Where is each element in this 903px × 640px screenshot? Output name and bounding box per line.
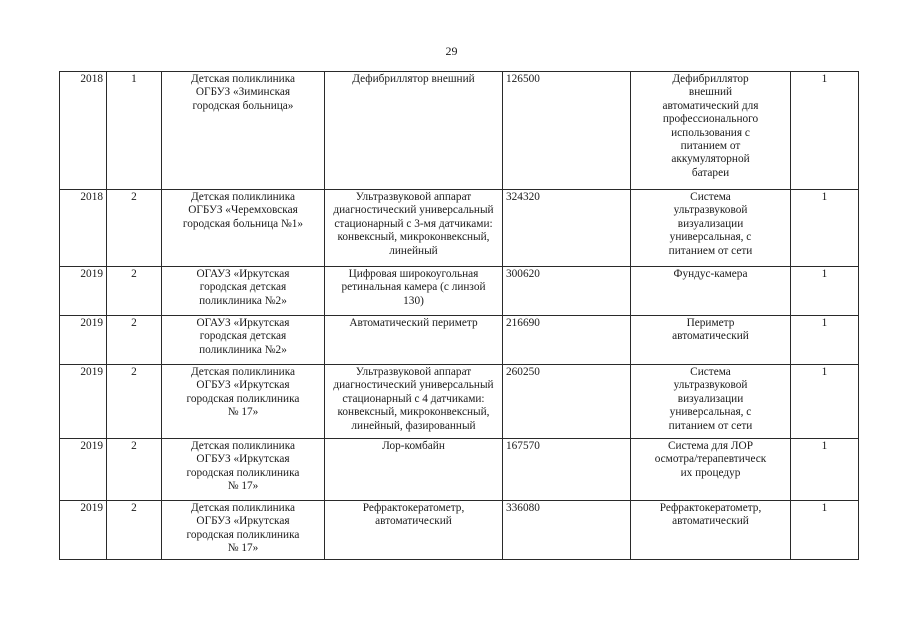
description-text: Рефрактокератометр, автоматический	[659, 502, 762, 528]
quantity-cell: 1	[791, 267, 859, 316]
table-row	[60, 365, 859, 439]
number-cell: 2	[107, 365, 162, 439]
organization-cell	[162, 501, 325, 560]
table-row	[60, 190, 859, 267]
equipment-name-cell	[325, 501, 503, 560]
equipment-name-cell	[325, 316, 503, 365]
price-cell: 300620	[503, 267, 631, 316]
organization-text: Детская поликлиника ОГБУЗ «Иркутская городская поликлиника № 17»	[186, 366, 300, 419]
number-cell: 2	[107, 439, 162, 501]
price-cell: 260250	[503, 365, 631, 439]
description-cell	[631, 72, 791, 190]
table-row	[60, 267, 859, 316]
quantity-cell: 1	[791, 72, 859, 190]
equipment-name-cell	[325, 365, 503, 439]
equipment-name-cell	[325, 439, 503, 501]
quantity-cell: 1	[791, 439, 859, 501]
quantity-cell: 1	[791, 365, 859, 439]
year-cell: 2018	[60, 190, 107, 267]
year-cell: 2018	[60, 72, 107, 190]
description-cell	[631, 439, 791, 501]
equipment-name-text: Ультразвуковой аппарат диагностический универсальный стационарный с 3-мя датчиками: конвексный, микроконвексный, линейный	[333, 191, 494, 257]
equipment-name-text: Ультразвуковой аппарат диагностический универсальный стационарный с 4 датчиками: конвексный, микроконвексный, линейный, фазированный	[333, 366, 494, 432]
organization-text: Детская поликлиника ОГБУЗ «Черемховская городская больница №1»	[182, 191, 304, 230]
number-cell: 2	[107, 316, 162, 365]
year-cell: 2019	[60, 439, 107, 501]
price-cell: 167570	[503, 439, 631, 501]
price-cell: 216690	[503, 316, 631, 365]
equipment-name-text: Рефрактокератометр, автоматический	[362, 502, 465, 528]
price-cell: 336080	[503, 501, 631, 560]
number-cell: 2	[107, 190, 162, 267]
organization-cell	[162, 267, 325, 316]
organization-text: ОГАУЗ «Иркутская городская детская поликлиника №2»	[196, 317, 290, 356]
table-row	[60, 501, 859, 560]
number-cell: 2	[107, 267, 162, 316]
page-number: 29	[445, 44, 458, 58]
description-text: Периметр автоматический	[672, 317, 749, 343]
equipment-name-text: Цифровая широкоугольная ретинальная камера (с линзой 130)	[341, 268, 486, 307]
description-text: Система ультразвуковой визуализации универсальная, с питанием от сети	[668, 191, 753, 257]
organization-text: Детская поликлиника ОГБУЗ «Иркутская городская поликлиника № 17»	[186, 502, 300, 555]
equipment-table	[59, 71, 859, 560]
table-row	[60, 72, 859, 190]
description-cell	[631, 267, 791, 316]
table-row	[60, 439, 859, 501]
year-cell: 2019	[60, 365, 107, 439]
year-cell: 2019	[60, 501, 107, 560]
description-text: Система ультразвуковой визуализации универсальная, с питанием от сети	[668, 366, 753, 432]
description-cell	[631, 190, 791, 267]
description-cell	[631, 501, 791, 560]
price-cell: 126500	[503, 72, 631, 190]
year-cell: 2019	[60, 316, 107, 365]
number-cell: 2	[107, 501, 162, 560]
table-row	[60, 316, 859, 365]
price-cell: 324320	[503, 190, 631, 267]
organization-text: Детская поликлиника ОГБУЗ «Зиминская городская больница»	[190, 73, 296, 112]
organization-cell	[162, 365, 325, 439]
equipment-name-cell	[325, 72, 503, 190]
description-text: Фундус-камера	[673, 268, 748, 280]
description-text: Система для ЛОР осмотра/терапевтическ их процедур	[654, 440, 767, 479]
organization-cell	[162, 72, 325, 190]
quantity-cell: 1	[791, 501, 859, 560]
description-text: Дефибриллятор внешний автоматический для профессионального использования с питанием от аккумуляторной батареи	[662, 73, 759, 179]
organization-cell	[162, 439, 325, 501]
organization-text: Детская поликлиника ОГБУЗ «Иркутская городская поликлиника № 17»	[186, 440, 300, 493]
equipment-name-text: Дефибриллятор внешний	[352, 73, 475, 85]
equipment-name-cell	[325, 267, 503, 316]
organization-text: ОГАУЗ «Иркутская городская детская поликлиника №2»	[196, 268, 290, 307]
equipment-name-text: Лор-комбайн	[382, 440, 445, 452]
organization-cell	[162, 316, 325, 365]
equipment-name-text: Автоматический периметр	[349, 317, 478, 329]
equipment-name-cell	[325, 190, 503, 267]
organization-cell	[162, 190, 325, 267]
quantity-cell: 1	[791, 190, 859, 267]
description-cell	[631, 365, 791, 439]
description-cell	[631, 316, 791, 365]
year-cell: 2019	[60, 267, 107, 316]
quantity-cell: 1	[791, 316, 859, 365]
number-cell: 1	[107, 72, 162, 190]
